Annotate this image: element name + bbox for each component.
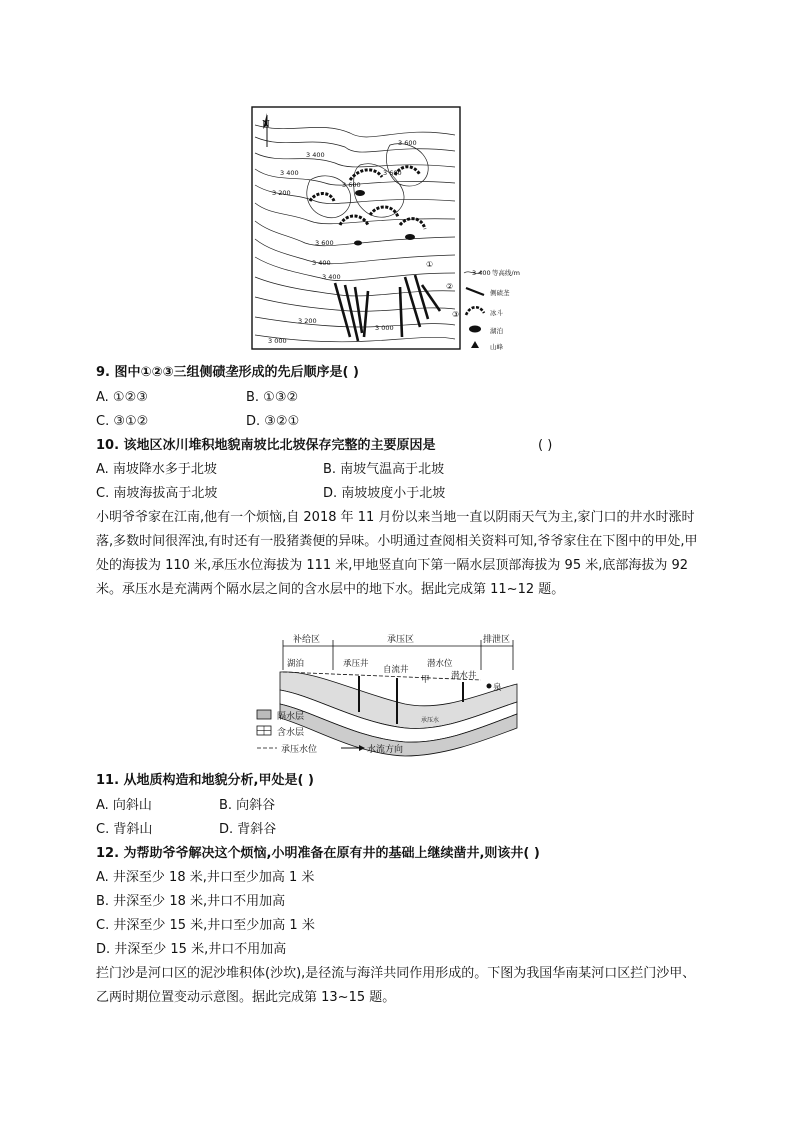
svg-text:3 600: 3 600 bbox=[398, 139, 417, 147]
svg-text:甲: 甲 bbox=[421, 675, 430, 685]
svg-text:3 600: 3 600 bbox=[383, 169, 402, 177]
svg-text:3 000: 3 000 bbox=[375, 324, 394, 332]
svg-text:3 200: 3 200 bbox=[272, 189, 291, 197]
question-12-option-a[interactable]: A. 井深至少 18 米,井口至少加高 1 米 bbox=[96, 870, 315, 885]
passage-13-15: 拦门沙是河口区的泥沙堆积体(沙坎),是径流与海洋共同作用形成的。下图为我国华南某河口区拦门沙甲、乙两时期位置变动示意图。据此完成第 13~15 题。 bbox=[96, 966, 696, 1005]
svg-text:潜水井: 潜水井 bbox=[451, 671, 477, 681]
question-10-option-b[interactable]: B. 南坡气温高于北坡 bbox=[323, 462, 445, 477]
svg-text:3 000: 3 000 bbox=[268, 337, 287, 345]
svg-text:3 400: 3 400 bbox=[306, 151, 325, 159]
legend-peak: 山峰 bbox=[490, 343, 503, 351]
question-10-option-a[interactable]: A. 南坡降水多于北坡 bbox=[96, 462, 217, 477]
question-12-option-b[interactable]: B. 井深至少 18 米,井口不用加高 bbox=[96, 894, 286, 909]
svg-text:承压井: 承压井 bbox=[343, 659, 369, 669]
map-frame bbox=[252, 107, 460, 349]
svg-text:承压水: 承压水 bbox=[421, 717, 440, 724]
svg-text:3 600: 3 600 bbox=[342, 181, 361, 189]
question-12-stem: 12. 为帮助爷爷解决这个烦恼,小明准备在原有井的基础上继续凿井,则该井( ) bbox=[96, 846, 540, 861]
legend-lake: 湖泊 bbox=[490, 327, 503, 335]
spring-icon bbox=[487, 684, 492, 689]
passage-11-12: 小明爷爷家在江南,他有一个烦恼,自 2018 年 11 月份以来当地一直以阴雨天气为主,家门口的井水时涨时落,多数时间很浑浊,有时还有一股猪粪便的异味。小明通过查阅相关资料可知,爷爷家住在下图中的甲处,甲处的海拔为 110 米,承压水位海拔为 111 米,甲地竖直向下第一隔水层顶部海拔为 95 米,底部海拔为 92 米。承压水是充满两个隔水层之间的含水层中的地下水。据此完成第 11~12 题。 bbox=[96, 510, 698, 597]
legend-aquifer: 含水层 bbox=[277, 728, 305, 738]
question-9-option-b[interactable]: B. ①③② bbox=[246, 390, 299, 405]
question-11-option-d[interactable]: D. 背斜谷 bbox=[219, 822, 277, 837]
aquifer-legend bbox=[255, 708, 455, 760]
question-10-stem: 10. 该地区冰川堆积地貌南坡比北坡保存完整的主要原因是 bbox=[96, 438, 436, 453]
svg-text:3 600: 3 600 bbox=[315, 239, 334, 247]
question-12-option-c[interactable]: C. 井深至少 15 米,井口至少加高 1 米 bbox=[96, 918, 315, 933]
legend-impermeable: 隔水层 bbox=[277, 712, 305, 722]
legend-cirque: 冰斗 bbox=[490, 309, 503, 317]
north-label: N bbox=[262, 120, 270, 130]
svg-text:自流井: 自流井 bbox=[383, 665, 409, 675]
svg-text:潜水位: 潜水位 bbox=[427, 659, 453, 669]
legend-water-level: 承压水位 bbox=[281, 745, 318, 755]
svg-text:3 400: 3 400 bbox=[280, 169, 299, 177]
legend-contour: 3 400 等高线/m bbox=[472, 269, 520, 277]
zone-discharge: 排泄区 bbox=[483, 635, 511, 645]
svg-text:3 400: 3 400 bbox=[322, 273, 341, 281]
question-9-option-a[interactable]: A. ①②③ bbox=[96, 390, 148, 405]
question-12-option-d[interactable]: D. 井深至少 15 米,井口不用加高 bbox=[96, 942, 287, 957]
legend-flow-direction: 水流方向 bbox=[367, 745, 404, 755]
svg-text:泉: 泉 bbox=[493, 683, 502, 693]
question-9-option-c[interactable]: C. ③①② bbox=[96, 414, 149, 429]
question-11-option-c[interactable]: C. 背斜山 bbox=[96, 822, 153, 837]
glacier-contour-map bbox=[250, 105, 550, 355]
question-11-option-b[interactable]: B. 向斜谷 bbox=[219, 798, 276, 813]
map-legend bbox=[464, 268, 520, 351]
svg-text:湖泊: 湖泊 bbox=[287, 659, 305, 669]
question-9-stem: 9. 图中①②③三组侧碛垄形成的先后顺序是( ) bbox=[96, 365, 359, 380]
question-10-paren: ( ) bbox=[538, 438, 553, 453]
zone-confined: 承压区 bbox=[387, 635, 415, 645]
svg-text:3 400: 3 400 bbox=[312, 259, 331, 267]
zone-recharge: 补给区 bbox=[293, 635, 321, 645]
question-11-stem: 11. 从地质构造和地貌分析,甲处是( ) bbox=[96, 773, 314, 788]
question-10-option-c[interactable]: C. 南坡海拔高于北坡 bbox=[96, 486, 218, 501]
question-10-option-d[interactable]: D. 南坡坡度小于北坡 bbox=[323, 486, 446, 501]
question-11-option-a[interactable]: A. 向斜山 bbox=[96, 798, 152, 813]
svg-text:②: ② bbox=[446, 282, 454, 291]
svg-text:①: ① bbox=[426, 260, 434, 269]
svg-text:3 200: 3 200 bbox=[298, 317, 317, 325]
legend-moraine: 侧碛垄 bbox=[490, 289, 510, 297]
question-9-option-d[interactable]: D. ③②① bbox=[246, 414, 300, 429]
svg-text:③: ③ bbox=[452, 310, 460, 319]
